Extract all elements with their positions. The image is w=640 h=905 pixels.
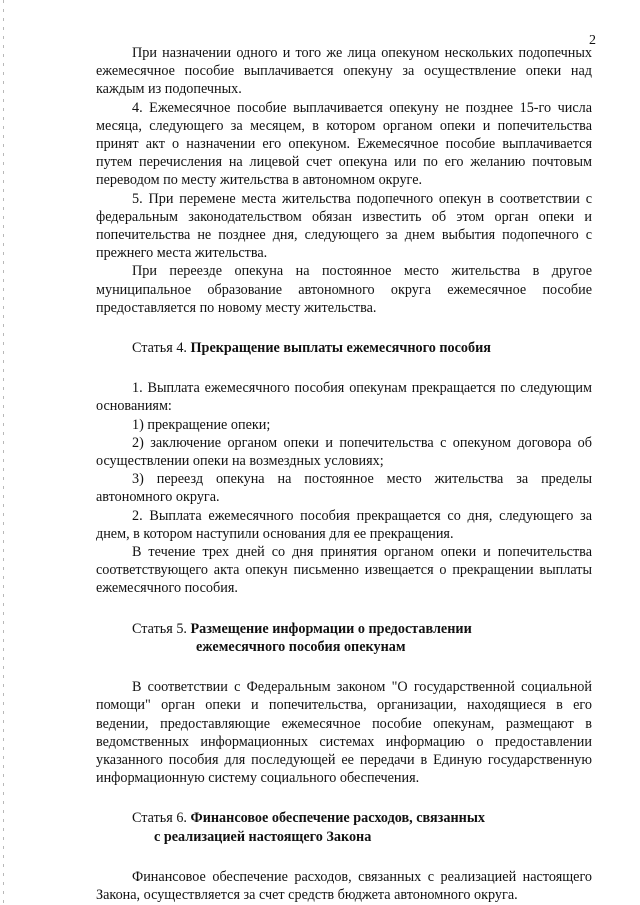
- article-6: [96, 809, 592, 904]
- paragraph: 1. Выплата ежемесячного пособия опекунам прекращается по следующим основаниям:: [96, 380, 592, 415]
- article-heading: [96, 620, 592, 656]
- list-item: 3) переезд опекуна на постоянное место жительства за пределы автономного округа.: [96, 471, 592, 506]
- article-title-line2: ежемесячного пособия опекунам: [196, 638, 406, 655]
- paragraph: 4. Ежемесячное пособие выплачивается опекуну не позднее 15-го числа месяца, следующего за месяцем, в котором органом опеки и попечительства принят акт о назначении его опекуном. Ежемесячное пособие выплачивается путем перечисления на лицевой счет опекуна или по его желанию почтовым переводом по месту жительства в автономном округе.: [96, 99, 592, 189]
- article-prefix: Статья 4.: [132, 340, 187, 357]
- document-body: [96, 44, 592, 904]
- article-title: Прекращение выплаты ежемесячного пособия: [190, 340, 491, 357]
- article-4: [96, 339, 592, 598]
- paragraph: При назначении одного и того же лица опекуном нескольких подопечных ежемесячное пособие выплачивается опекуну за осуществление опеки над каждым из подопечных.: [96, 45, 592, 98]
- scan-edge-line: [3, 0, 4, 905]
- paragraph: 5. При перемене места жительства подопечного опекун в соответствии с федеральным законодательством обязан известить об этом орган опеки и попечительства не позднее дня, следующего за днем выбытия подопечного с прежнего места жительства.: [96, 190, 592, 262]
- article-title-line2: с реализацией настоящего Закона: [154, 828, 372, 845]
- article-prefix: Статья 5.: [132, 620, 187, 637]
- list-item: 2) заключение органом опеки и попечительства с опекуном договора об осуществлении опеки на возмездных условиях;: [96, 434, 592, 470]
- article-heading: [96, 339, 592, 357]
- paragraph: Финансовое обеспечение расходов, связанных с реализацией настоящего Закона, осуществляется за счет средств бюджета автономного округа.: [96, 868, 592, 903]
- article-prefix: Статья 6.: [132, 810, 187, 827]
- article-title-line1: Размещение информации о предоставлении: [190, 620, 472, 637]
- article-5: [96, 620, 592, 788]
- article-heading: [96, 809, 592, 845]
- paragraph: При переезде опекуна на постоянное место жительства в другое муниципальное образование автономного округа ежемесячное пособие предоставляется по новому месту жительства.: [96, 263, 592, 316]
- paragraph: В соответствии с Федеральным законом "О государственной социальной помощи" орган опеки и попечительства, организации, находящиеся в его ведении, предоставляющие ежемесячное пособие опекунам, размещают в ведомственных информационных системах информацию о предоставлении указанного пособия для последующей ее передачи в Единую государственную информационную систему социального обеспечения.: [96, 679, 592, 787]
- article-title-line1: Финансовое обеспечение расходов, связанных: [190, 810, 486, 827]
- page-number: 2: [589, 33, 596, 48]
- section-continuation: [96, 44, 592, 317]
- list-item: 1) прекращение опеки;: [132, 416, 271, 433]
- paragraph: В течение трех дней со дня принятия органом опеки и попечительства соответствующего акта опекун письменно извещается о прекращении выплаты ежемесячного пособия.: [96, 544, 592, 597]
- paragraph: 2. Выплата ежемесячного пособия прекращается со дня, следующего за днем, в котором наступили основания для ее прекращения.: [96, 507, 592, 542]
